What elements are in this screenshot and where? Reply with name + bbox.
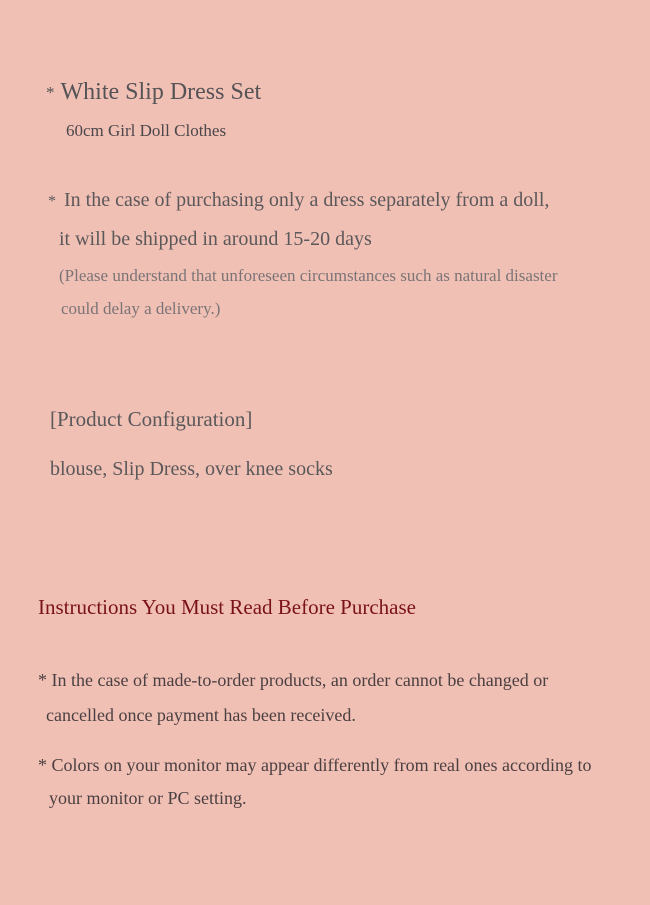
shipping-disclaimer-line-2: could delay a delivery.) xyxy=(61,299,221,318)
instruction-1-line-2: cancelled once payment has been received. xyxy=(46,705,356,725)
asterisk-icon: * xyxy=(48,193,56,210)
product-subtitle: 60cm Girl Doll Clothes xyxy=(66,121,227,140)
shipping-notice-text: In the case of purchasing only a dress separately from a doll, xyxy=(64,189,550,211)
instruction-2-line-2: your monitor or PC setting. xyxy=(49,788,247,808)
shipping-disclaimer-line-1: (Please understand that unforeseen circumstances such as natural disaster xyxy=(59,266,558,285)
shipping-notice-line-1 xyxy=(48,189,549,212)
instruction-2-line-1: * Colors on your monitor may appear differently from real ones according to xyxy=(38,755,592,775)
product-title-text: White Slip Dress Set xyxy=(60,79,262,105)
configuration-heading: [Product Configuration] xyxy=(50,407,253,431)
instruction-1-line-1: * In the case of made-to-order products, an order cannot be changed or xyxy=(38,670,549,690)
instructions-heading: Instructions You Must Read Before Purchase xyxy=(38,595,416,619)
shipping-notice-line-2: it will be shipped in around 15-20 days xyxy=(59,228,372,250)
asterisk-icon: * xyxy=(46,83,55,102)
product-title xyxy=(46,79,261,106)
configuration-items: blouse, Slip Dress, over knee socks xyxy=(50,458,333,480)
